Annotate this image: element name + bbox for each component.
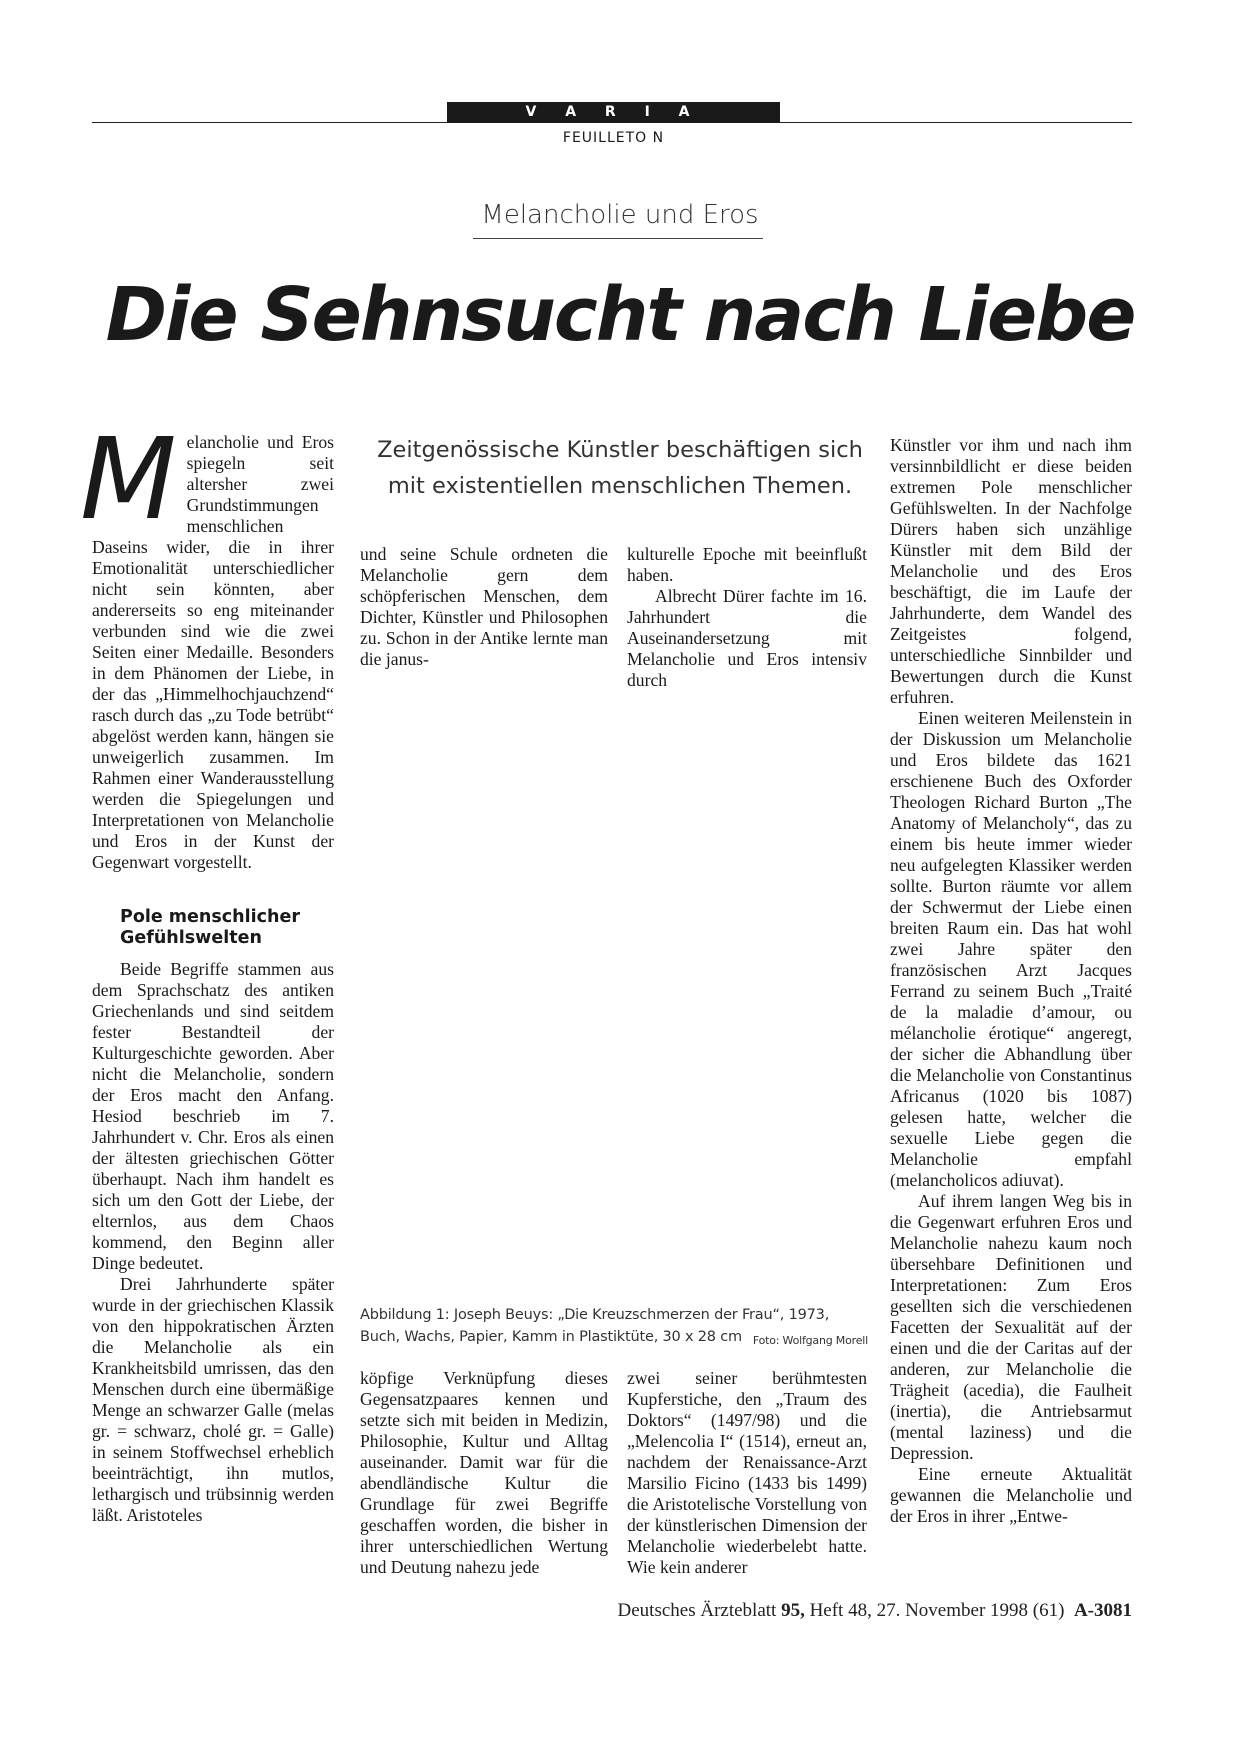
paragraph: Albrecht Dürer fachte im 16. Jahrhundert die Auseinandersetzung mit Melancholie und Eros intensiv durch	[627, 586, 867, 690]
intro-text: elancholie und Eros spiegeln seit altersher zwei Grundstimmungen menschlichen Daseins wider, die in ihrer Emotionalität unterschiedlicher nicht sein könnten, aber andererseits so eng miteinander verbunden sind wie die zwei Seiten einer Medaille. Besonders in dem Phänomen der Liebe, in der das „Himmelhochjauchzend“ rasch durch das „zu Tode betrübt“ abgelöst werden kann, hängen sie unweigerlich zusammen. Im Rahmen einer Wanderausstellung werden die Spiegelungen und Interpretationen von Melancholie und Eros in der Kunst der Gegenwart vorgestellt.	[92, 432, 334, 872]
kicker-underline	[473, 238, 763, 239]
drop-cap: M	[80, 415, 177, 545]
article-headline: Die Sehnsucht nach Liebe	[105, 272, 1135, 358]
paragraph: Beide Begriffe stammen aus dem Sprachschatz des antiken Griechenlands und sind seitdem fester Bestandteil der Kulturgeschichte geworden. Aber nicht die Melancholie, sondern der Eros macht den Anfang. Hesiod beschrieb im 7. Jahrhundert v. Chr. Eros als einen der ältesten griechischen Götter überhaupt. Nach ihm handelt es sich um den Gott der Liebe, der elternlos, aus dem Chaos kommend, den Beginn aller Dinge bedeutet.	[92, 959, 334, 1273]
paragraph: und seine Schule ordneten die Melancholie gern dem schöpferischen Menschen, dem Dichter, Künstler und Philosophen zu. Schon in der Antike lernte man die janus-	[360, 544, 608, 669]
paragraph: köpfige Verknüpfung dieses Gegensatzpaares kennen und setzte sich mit beiden in Medizin, Philosophie, Kultur und Alltag auseinander. Damit war für die abendländische Kultur die Grundlage für zwei Begriffe geschaffen worden, die bisher in ihrer unterschiedlichen Wertung und Deutung nahezu jede	[360, 1368, 608, 1577]
paragraph: Drei Jahrhunderte später wurde in der griechischen Klassik von den hippokratischen Ärzten die Melancholie als ein Krankheitsbild umrissen, das den Menschen durch eine übermäßige Menge an schwarzer Galle (melas gr. = schwarz, cholé gr. = Galle) in seinem Stoffwechsel erheblich beeinträchtigt, ihn mutlos, lethargisch und trübsinnig werden läßt. Aristoteles	[92, 1274, 334, 1525]
column-1	[80, 415, 334, 1526]
journal-issue: Heft 48, 27. November 1998 (61)	[809, 1600, 1065, 1621]
column-3-bottom	[627, 1368, 867, 1578]
page-footer	[500, 1600, 1132, 1622]
paragraph: Künstler vor ihm und nach ihm versinnbildlicht er diese beiden extremen Pole menschlicher Gefühlswelten. In der Nachfolge Dürers haben sich unzählige Künstler mit dem Bild der Melancholie und des Eros beschäftigt, die im Laufe der Jahrhunderte, dem Wandel des Zeitgeistes folgend, unterschiedliche Sinnbilder und Bewertungen durch die Kunst erfuhren.	[890, 435, 1132, 707]
section-label: V A R I A	[525, 104, 702, 120]
paragraph: Einen weiteren Meilenstein in der Diskussion um Melancholie und Eros bildete das 1621 erschienene Buch des Oxforder Theologen Richard Burton „The Anatomy of Melancholy“, das zu einem bis heute immer wieder neu aufgelegten Klassiker werden sollte. Burton räumte vor allem der Schwermut der Liebe einen breiten Raum ein. Das hat wohl zwei Jahre später den französischen Arzt Jacques Ferrand zu seinem Buch „Traité de la maladie d’amour, ou mélancholie érotique“ angeregt, der sicher die Abhandlung über die Melancholie von Constantinus Africanus (1020 bis 1087) gelesen hatte, welcher die sexuelle Liebe gegen die Melancholie empfahl (melancholicos adiuvat).	[890, 708, 1132, 1190]
paragraph: Eine erneute Aktualität gewannen die Melancholie und der Eros in ihrer „Entwe-	[890, 1464, 1132, 1526]
article-lead	[360, 432, 880, 504]
article-kicker: Melancholie und Eros	[481, 200, 759, 230]
paragraph: kulturelle Epoche mit beeinflußt haben.	[627, 544, 867, 585]
column-3-top	[627, 544, 867, 691]
column-2-bottom	[360, 1368, 608, 1578]
page-number: A-3081	[1073, 1600, 1132, 1621]
lead-line-2: mit existentiellen menschlichen Themen.	[387, 473, 853, 499]
subheading: Pole menschlicher Gefühlswelten	[120, 907, 300, 948]
figure-caption	[360, 1304, 868, 1352]
photo-credit: Foto: Wolfgang Morell	[752, 1334, 868, 1347]
journal-volume: 95,	[781, 1600, 805, 1621]
journal-name: Deutsches Ärzteblatt	[617, 1600, 777, 1621]
column-2-top	[360, 544, 608, 670]
lead-line-1: Zeitgenössische Künstler beschäftigen sich	[377, 437, 863, 463]
intro-paragraph	[80, 415, 334, 873]
subsection-label: FEUILLETO N	[562, 130, 665, 146]
column-4	[890, 435, 1132, 1527]
paragraph: Auf ihrem langen Weg bis in die Gegenwart erfuhren Eros und Melancholie nahezu kaum noch übersehbare Definitionen und Interpretationen: Zum Eros gesellten sich die verschiedenen Facetten der Sexualität auf der einen und die der Caritas auf der anderen, zur Melancholie die Trägheit (acedia), die Faulheit (inertia), die Antriebsarmut (mental laziness) und die Depression.	[890, 1191, 1132, 1463]
caption-text: Abbildung 1: Joseph Beuys: „Die Kreuzschmerzen der Frau“, 1973, Buch, Wachs, Papier, Kamm in Plastiktüte, 30 x 28 cm	[360, 1307, 830, 1345]
paragraph: zwei seiner berühmtesten Kupferstiche, den „Traum des Doktors“ (1497/98) und die „Melencolia I“ (1514), erneut an, nachdem der Renaissance-Arzt Marsilio Ficino (1433 bis 1499) die Aristotelische Vorstellung von der künstlerischen Dimension der Melancholie wiederbelebt hatte. Wie kein anderer	[627, 1368, 867, 1577]
